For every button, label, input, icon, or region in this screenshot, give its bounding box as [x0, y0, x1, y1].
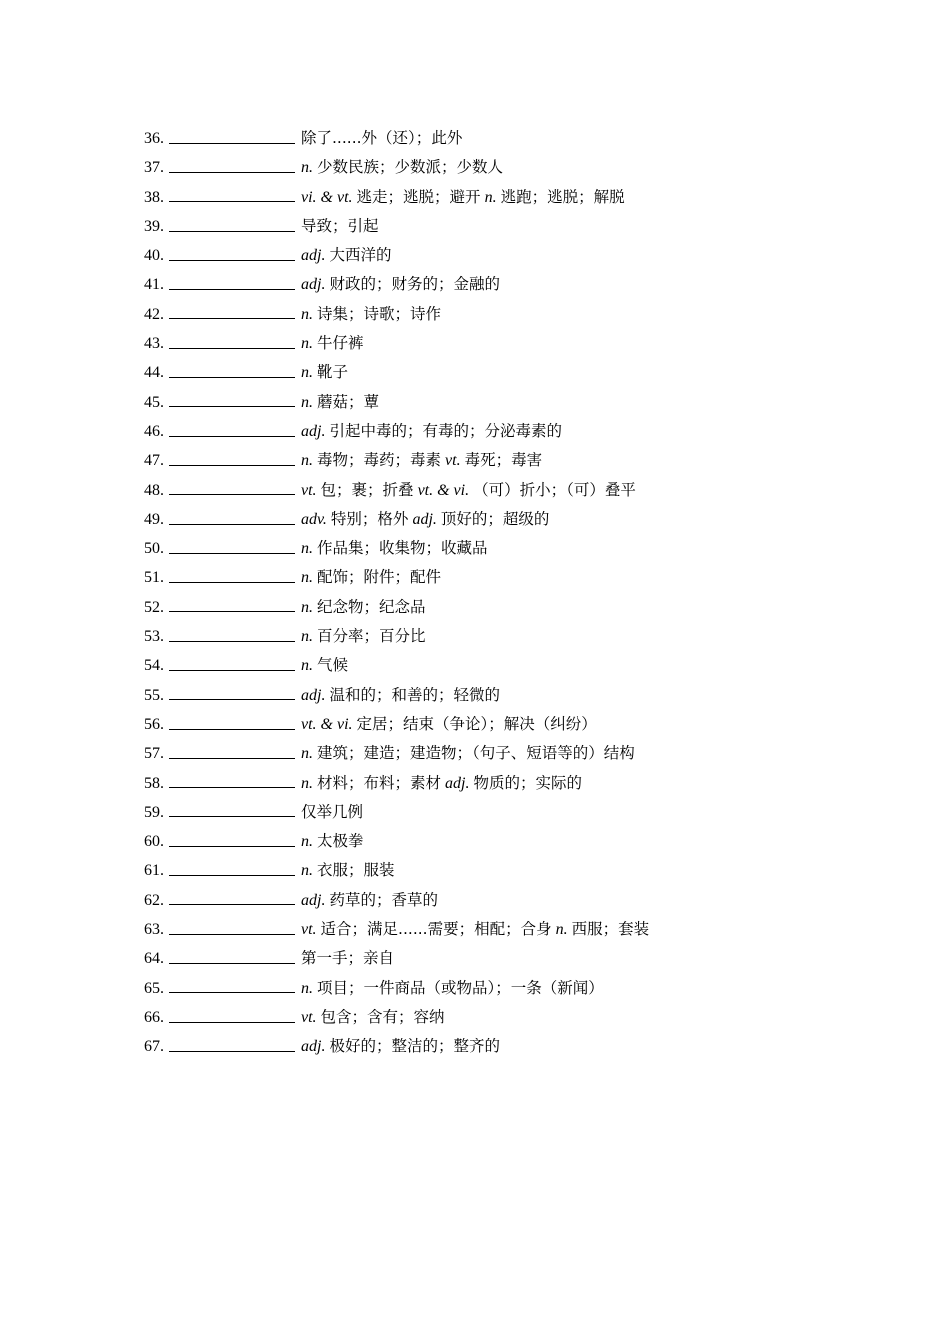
- chinese-meaning: 作品集；收集物；收藏品: [317, 539, 488, 558]
- answer-blank[interactable]: [169, 405, 295, 407]
- answer-blank[interactable]: [169, 962, 295, 964]
- definition: [301, 241, 391, 270]
- vocab-item: [144, 651, 649, 680]
- answer-blank[interactable]: [169, 376, 295, 378]
- item-number: 61.: [144, 862, 164, 880]
- vocab-item: [144, 798, 649, 827]
- item-number: 56.: [144, 715, 164, 733]
- chinese-meaning: 引起中毒的；有毒的；分泌毒素的: [329, 421, 562, 440]
- item-number: 62.: [144, 891, 164, 909]
- part-of-speech: adj.: [301, 422, 326, 440]
- answer-blank[interactable]: [169, 903, 295, 905]
- part-of-speech: n.: [301, 452, 313, 470]
- item-number: 36.: [144, 130, 164, 147]
- part-of-speech: n.: [484, 188, 497, 206]
- vocab-item: [144, 505, 649, 534]
- item-number: 40.: [144, 247, 164, 265]
- part-of-speech: n.: [301, 569, 313, 587]
- vocabulary-list: [144, 124, 649, 1062]
- answer-blank[interactable]: [169, 288, 295, 290]
- answer-blank[interactable]: [169, 610, 295, 612]
- part-of-speech: adj.: [412, 510, 437, 528]
- answer-blank[interactable]: [169, 845, 295, 847]
- chinese-meaning: 特别；格外: [330, 509, 409, 528]
- vocab-item: [144, 183, 649, 212]
- part-of-speech: vt.: [301, 1008, 317, 1026]
- part-of-speech: adj.: [301, 891, 326, 909]
- part-of-speech: adj.: [301, 686, 326, 704]
- part-of-speech: vt.: [301, 921, 317, 939]
- item-number: 41.: [144, 276, 164, 294]
- item-number: 60.: [144, 833, 164, 851]
- item-number: 48.: [144, 481, 164, 499]
- chinese-meaning: 靴子: [317, 363, 349, 382]
- vocab-item: [144, 446, 649, 475]
- item-number: 49.: [144, 510, 164, 528]
- item-number: 44.: [144, 364, 164, 382]
- definition: [301, 651, 348, 680]
- part-of-speech: n.: [301, 657, 313, 675]
- vocab-item: [144, 388, 649, 417]
- definition: [301, 827, 364, 856]
- chinese-meaning: 逃走；逃脱；避开: [356, 187, 481, 206]
- item-number: 55.: [144, 686, 164, 704]
- definition: [301, 593, 426, 622]
- definition: [301, 212, 379, 241]
- part-of-speech: vi. & vt.: [301, 188, 353, 206]
- chinese-meaning: 逃跑；逃脱；解脱: [500, 187, 625, 206]
- part-of-speech: adj.: [301, 276, 326, 294]
- item-number: 42.: [144, 305, 164, 323]
- part-of-speech: n.: [301, 745, 313, 763]
- vocab-item: [144, 769, 649, 798]
- definition: [301, 358, 348, 387]
- chinese-meaning: 毒死；毒害: [464, 451, 543, 470]
- chinese-meaning: 配饰；附件；配件: [317, 568, 442, 587]
- answer-blank[interactable]: [169, 435, 295, 437]
- vocab-item: [144, 270, 649, 299]
- answer-blank[interactable]: [169, 815, 295, 817]
- part-of-speech: n.: [301, 833, 313, 851]
- vocab-item: [144, 739, 649, 768]
- part-of-speech: n.: [555, 921, 568, 939]
- chinese-meaning: 包；裹；折叠: [320, 480, 414, 499]
- item-number: 67.: [144, 1038, 164, 1056]
- chinese-meaning: 纪念物；纪念品: [317, 597, 426, 616]
- definition: [301, 329, 364, 358]
- answer-blank[interactable]: [169, 1021, 295, 1023]
- definition: [301, 476, 636, 505]
- answer-blank[interactable]: [169, 669, 295, 671]
- item-number: 50.: [144, 540, 164, 558]
- vocab-item: [144, 622, 649, 651]
- definition: [301, 944, 394, 973]
- part-of-speech: n.: [301, 159, 313, 177]
- item-number: 46.: [144, 422, 164, 440]
- vocab-item: [144, 534, 649, 563]
- chinese-meaning: 材料；布料；素材: [317, 773, 442, 792]
- answer-blank[interactable]: [169, 317, 295, 319]
- answer-blank[interactable]: [169, 464, 295, 466]
- chinese-meaning: 药草的；香草的: [329, 890, 438, 909]
- chinese-meaning: 导致；引起: [301, 216, 379, 235]
- definition: [301, 769, 582, 798]
- answer-blank[interactable]: [169, 581, 295, 583]
- answer-blank[interactable]: [169, 786, 295, 788]
- chinese-meaning: 项目；一件商品（或物品）；一条（新闻）: [317, 978, 604, 997]
- chinese-meaning: 定居；结束（争论）；解决（纠纷）: [356, 714, 597, 733]
- definition: [301, 183, 625, 212]
- part-of-speech: adj.: [301, 1038, 326, 1056]
- answer-blank[interactable]: [169, 757, 295, 759]
- answer-blank[interactable]: [169, 171, 295, 173]
- definition: [301, 974, 604, 1003]
- vocab-item: [144, 1032, 649, 1061]
- item-number: 37.: [144, 159, 164, 177]
- chinese-meaning: 极好的；整洁的；整齐的: [329, 1037, 500, 1056]
- part-of-speech: vt.: [301, 481, 317, 499]
- definition: [301, 417, 562, 446]
- answer-blank[interactable]: [169, 728, 295, 730]
- vocab-item: [144, 1003, 649, 1032]
- vocab-item: [144, 212, 649, 241]
- answer-blank[interactable]: [169, 552, 295, 554]
- item-number: 51.: [144, 569, 164, 587]
- part-of-speech: adj.: [301, 247, 326, 265]
- item-number: 43.: [144, 335, 164, 353]
- chinese-meaning: 顶好的；超级的: [440, 509, 550, 528]
- answer-blank[interactable]: [169, 523, 295, 525]
- definition: [301, 681, 500, 710]
- chinese-meaning: 第一手；亲自: [301, 949, 395, 968]
- answer-blank[interactable]: [169, 640, 295, 642]
- definition: [301, 124, 462, 153]
- vocab-item: [144, 681, 649, 710]
- item-number: 53.: [144, 628, 164, 646]
- vocab-item: [144, 417, 649, 446]
- item-number: 54.: [144, 657, 164, 675]
- chinese-meaning: 建筑；建造；建造物；（句子、短语等的）结构: [317, 744, 635, 763]
- vocab-item: [144, 153, 649, 182]
- item-number: 45.: [144, 393, 164, 411]
- answer-blank[interactable]: [169, 230, 295, 232]
- definition: [301, 739, 635, 768]
- part-of-speech: vt. & vi.: [301, 715, 353, 733]
- part-of-speech: vt. & vi.: [417, 481, 470, 499]
- chinese-meaning: 诗集；诗歌；诗作: [317, 304, 442, 323]
- definition: [301, 388, 379, 417]
- part-of-speech: n.: [301, 979, 313, 997]
- definition: [301, 886, 438, 915]
- chinese-meaning: 百分率；百分比: [317, 627, 426, 646]
- vocab-item: [144, 300, 649, 329]
- definition: [301, 153, 503, 182]
- part-of-speech: n.: [301, 774, 313, 792]
- part-of-speech: n.: [301, 628, 313, 646]
- answer-blank[interactable]: [169, 933, 295, 935]
- item-number: 63.: [144, 921, 164, 939]
- item-number: 66.: [144, 1008, 164, 1026]
- vocab-item: [144, 476, 649, 505]
- answer-blank[interactable]: [169, 347, 295, 349]
- answer-blank[interactable]: [169, 142, 295, 144]
- vocab-item: [144, 856, 649, 885]
- chinese-meaning: 西服；套装: [571, 920, 650, 939]
- vocab-item: [144, 974, 649, 1003]
- chinese-meaning: 适合；满足......需要；相配；合身: [320, 920, 552, 939]
- answer-blank[interactable]: [169, 200, 295, 202]
- vocab-item: [144, 593, 649, 622]
- part-of-speech: adj.: [445, 774, 470, 792]
- chinese-meaning: 牛仔裤: [317, 334, 364, 353]
- definition: [301, 446, 542, 475]
- part-of-speech: vt.: [445, 452, 461, 470]
- item-number: 38.: [144, 188, 164, 206]
- vocab-item: [144, 241, 649, 270]
- vocab-item: [144, 124, 649, 153]
- chinese-meaning: 温和的；和善的；轻微的: [329, 685, 500, 704]
- part-of-speech: adv.: [301, 510, 327, 528]
- chinese-meaning: 包含；含有；容纳: [320, 1007, 445, 1026]
- chinese-meaning: 衣服；服装: [317, 861, 395, 880]
- answer-blank[interactable]: [169, 259, 295, 261]
- vocab-item: [144, 358, 649, 387]
- answer-blank[interactable]: [169, 698, 295, 700]
- chinese-meaning: 蘑菇；蕈: [317, 392, 380, 411]
- item-number: 59.: [144, 803, 164, 821]
- definition: [301, 563, 441, 592]
- chinese-meaning: 少数民族；少数派；少数人: [317, 158, 504, 177]
- definition: [301, 534, 488, 563]
- chinese-meaning: 财政的；财务的；金融的: [329, 275, 500, 294]
- item-number: 58.: [144, 774, 164, 792]
- definition: [301, 915, 649, 944]
- vocab-item: [144, 329, 649, 358]
- definition: [301, 300, 441, 329]
- vocab-item: [144, 944, 649, 973]
- chinese-meaning: 大西洋的: [329, 246, 392, 265]
- vocab-item: [144, 886, 649, 915]
- definition: [301, 856, 395, 885]
- definition: [301, 1032, 500, 1061]
- definition: [301, 270, 500, 299]
- item-number: 52.: [144, 598, 164, 616]
- definition: [301, 798, 363, 827]
- item-number: 47.: [144, 452, 164, 470]
- vocab-item: [144, 827, 649, 856]
- definition: [301, 1003, 445, 1032]
- part-of-speech: n.: [301, 598, 313, 616]
- part-of-speech: n.: [301, 364, 313, 382]
- definition: [301, 505, 549, 534]
- chinese-meaning: 物质的；实际的: [473, 773, 582, 792]
- item-number: 65.: [144, 979, 164, 997]
- chinese-meaning: 除了......外（还）；此外: [301, 129, 463, 147]
- part-of-speech: n.: [301, 335, 313, 353]
- part-of-speech: n.: [301, 540, 313, 558]
- item-number: 39.: [144, 217, 164, 235]
- chinese-meaning: 气候: [317, 656, 349, 675]
- vocab-item: [144, 915, 649, 944]
- chinese-meaning: 仅举几例: [301, 802, 364, 821]
- chinese-meaning: （可）折小；（可）叠平: [473, 480, 636, 499]
- item-number: 64.: [144, 950, 164, 968]
- answer-blank[interactable]: [169, 991, 295, 993]
- chinese-meaning: 太极拳: [317, 832, 364, 851]
- part-of-speech: n.: [301, 305, 313, 323]
- answer-blank[interactable]: [169, 874, 295, 876]
- definition: [301, 710, 597, 739]
- item-number: 57.: [144, 745, 164, 763]
- part-of-speech: n.: [301, 862, 313, 880]
- answer-blank[interactable]: [169, 1050, 295, 1052]
- vocab-item: [144, 563, 649, 592]
- vocab-item: [144, 710, 649, 739]
- part-of-speech: n.: [301, 393, 313, 411]
- definition: [301, 622, 426, 651]
- answer-blank[interactable]: [169, 493, 295, 495]
- chinese-meaning: 毒物；毒药；毒素: [317, 451, 442, 470]
